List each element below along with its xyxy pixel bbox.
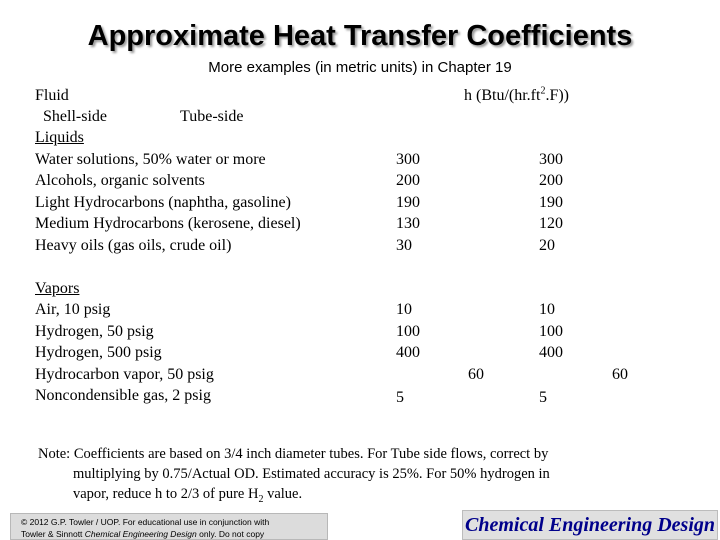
units-superscript: 2 [540, 85, 546, 97]
slide-subtitle: More examples (in metric units) in Chapter 19 [208, 59, 512, 76]
vapors-heading: Vapors [35, 280, 80, 297]
note-line3-suffix: value. [263, 486, 303, 502]
vapor-row-name: Air, 10 psig [35, 301, 111, 318]
copyright-line [21, 528, 323, 540]
units-prefix: h (Btu/(hr.ft [464, 87, 541, 104]
liquid-row-tube: 120 [539, 215, 563, 232]
vapor-row-tube: 400 [539, 344, 563, 361]
copyright-suffix: only. Do not copy [196, 529, 265, 539]
copyright-prefix: Towler & Sinnott [21, 529, 85, 539]
vapor-row-tube: 60 [612, 366, 628, 383]
vapor-row-tube: 10 [539, 301, 555, 318]
note-line: Note: Coefficients are based on 3/4 inch diameter tubes. For Tube side flows, correct by [38, 446, 549, 462]
liquid-row-tube: 300 [539, 151, 563, 168]
liquid-row-shell: 200 [396, 172, 420, 189]
vapor-row-name: Noncondensible gas, 2 psig [35, 387, 211, 404]
vapor-row-name: Hydrogen, 500 psig [35, 344, 162, 361]
note-line3-subscript: 2 [258, 493, 264, 505]
liquid-row-name: Medium Hydrocarbons (kerosene, diesel) [35, 215, 301, 232]
units-suffix: .F)) [545, 87, 569, 104]
slide-title: Approximate Heat Transfer Coefficients [87, 20, 633, 52]
liquid-row-tube: 200 [539, 172, 563, 189]
vapor-row-shell: 100 [396, 323, 420, 340]
note-line [73, 485, 302, 504]
book-title-footer: Chemical Engineering Design [462, 510, 718, 540]
shell-side-header: Shell-side [43, 108, 107, 125]
liquid-row-shell: 130 [396, 215, 420, 232]
note-line: multiplying by 0.75/Actual OD. Estimated accuracy is 25%. For 50% hydrogen in [73, 466, 550, 482]
vapor-row-shell: 5 [396, 389, 404, 406]
liquid-row-shell: 300 [396, 151, 420, 168]
liquid-row-tube: 20 [539, 237, 555, 254]
liquid-row-name: Water solutions, 50% water or more [35, 151, 266, 168]
vapor-row-shell: 10 [396, 301, 412, 318]
tube-side-header: Tube-side [180, 108, 244, 125]
liquid-row-tube: 190 [539, 194, 563, 211]
liquid-row-name: Alcohols, organic solvents [35, 172, 205, 189]
vapor-row-name: Hydrocarbon vapor, 50 psig [35, 366, 214, 383]
liquid-row-name: Heavy oils (gas oils, crude oil) [35, 237, 232, 254]
liquids-heading: Liquids [35, 129, 84, 146]
liquid-row-name: Light Hydrocarbons (naphtha, gasoline) [35, 194, 291, 211]
liquid-row-shell: 30 [396, 237, 412, 254]
vapor-row-name: Hydrogen, 50 psig [35, 323, 154, 340]
units-header [464, 86, 569, 106]
vapor-row-tube: 5 [539, 389, 547, 406]
vapor-row-tube: 100 [539, 323, 563, 340]
copyright-footer [10, 513, 328, 540]
vapor-row-shell: 60 [468, 366, 484, 383]
copyright-book-title: Chemical Engineering Design [84, 529, 197, 539]
vapor-row-shell: 400 [396, 344, 420, 361]
note-line3-prefix: vapor, reduce h to 2/3 of pure H [73, 486, 259, 502]
liquid-row-shell: 190 [396, 194, 420, 211]
fluid-header: Fluid [35, 87, 69, 104]
copyright-line: © 2012 G.P. Towler / UOP. For educational use in conjunction with [21, 517, 270, 527]
